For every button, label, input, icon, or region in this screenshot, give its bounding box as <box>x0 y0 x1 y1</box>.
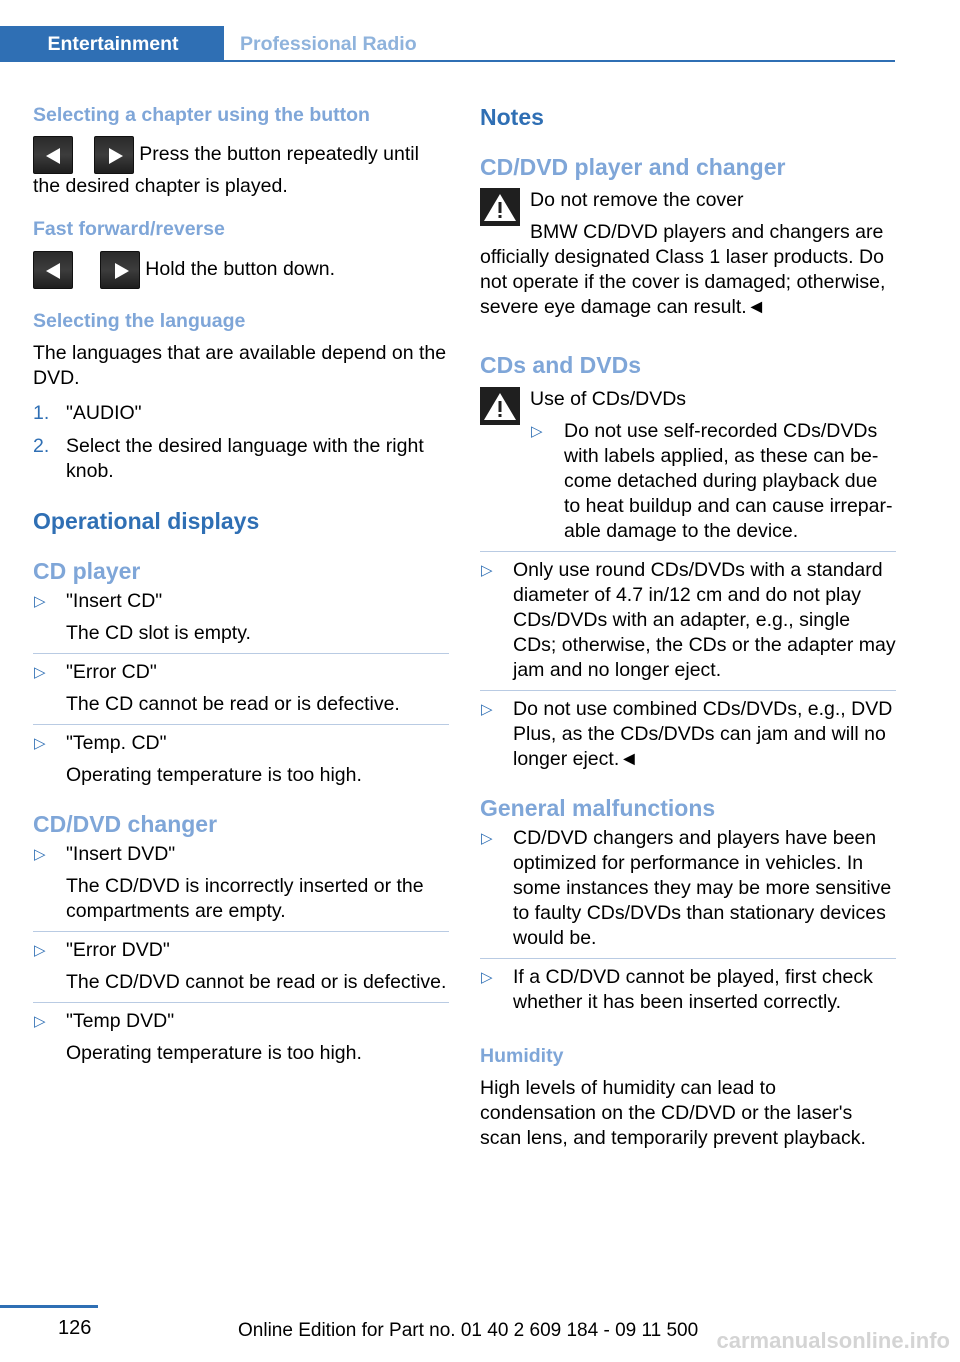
item-title: "Temp. CD" <box>66 732 167 754</box>
item-desc: The CD/DVD cannot be read or is defective. <box>66 971 447 993</box>
list-item <box>33 931 449 1002</box>
disc-list <box>480 551 896 779</box>
item-text: Only use round CDs/DVDs with a standard diameter of 4.7 in/12 cm and do not play CDs/DVDs with an adapter, e.g., single CDs; otherwise, the CDs or the adapter may jam and no longer eject. <box>513 559 896 681</box>
item-desc: Operating temperature is too high. <box>66 764 362 786</box>
item-title: "Error CD" <box>66 661 157 683</box>
triangle-bullet-icon: ▷ <box>481 969 493 986</box>
nested-item-text: Do not use self-recorded CDs/DVDs with labels applied, as these can become detached during playback due to heat buildup and can cause irreparable damage to the device. <box>564 420 893 542</box>
step-number: 2. <box>33 435 50 457</box>
edition-text: Online Edition for Part no. 01 40 2 609 184 - 09 11 500 <box>238 1320 699 1341</box>
warning-title: Do not remove the cover <box>530 189 744 211</box>
ff-heading: Fast forward/reverse <box>33 218 225 240</box>
triangle-bullet-icon: ▷ <box>34 664 46 681</box>
step-text: Select the desired language with the right knob. <box>66 435 424 482</box>
triangle-bullet-icon: ▷ <box>34 593 46 610</box>
warning-text: BMW CD/DVD players and changers are officially designated Class 1 laser products. Do not operate if the cover is damaged; otherwise, severe eye damage can result.◄ <box>480 221 886 318</box>
lang-steps <box>33 401 449 484</box>
item-desc: The CD slot is empty. <box>66 622 251 644</box>
triangle-bullet-icon: ▷ <box>481 701 493 718</box>
list-item <box>480 551 896 690</box>
changer-list <box>33 842 449 1073</box>
list-item <box>33 653 449 724</box>
ff-text: Hold the button down. <box>145 258 335 281</box>
malf-list <box>480 826 896 1022</box>
list-item <box>33 724 449 795</box>
op-heading: Operational displays <box>33 508 260 534</box>
changer-heading: CD/DVD changer <box>33 811 218 837</box>
lang-heading: Selecting the language <box>33 310 246 332</box>
item-desc: Operating temperature is too high. <box>66 1042 362 1064</box>
humidity-text: High levels of humidity can lead to condensation on the CD/DVD or the laser's scan lens, and temporarily prevent playback. <box>480 1077 866 1149</box>
header-tabs <box>0 26 895 62</box>
item-desc: The CD cannot be read or is defective. <box>66 693 400 715</box>
list-item <box>33 842 449 931</box>
warning-discs <box>480 387 896 551</box>
item-title: "Insert CD" <box>66 590 163 612</box>
notes-heading: Notes <box>480 104 544 130</box>
chapter-heading: Selecting a chapter using the button <box>33 104 370 126</box>
item-text: CD/DVD changers and players have been optimized for performance in vehicles. In some instances they may be more sensitive to faulty CDs/DVDs than stationary devices would be. <box>513 827 892 949</box>
prev-button-icon <box>33 136 73 174</box>
warning-triangle-icon <box>480 188 520 226</box>
step-number: 1. <box>33 402 50 424</box>
nested-list-item <box>480 419 896 551</box>
item-text: Do not use combined CDs/DVDs, e.g., DVD Plus, as the CDs/DVDs can jam and will no longer eject.◄ <box>513 698 893 770</box>
left-column <box>33 100 449 1073</box>
list-item <box>480 958 896 1022</box>
triangle-bullet-icon: ▷ <box>34 942 46 959</box>
fast-forward-button-icon <box>100 251 140 289</box>
right-column <box>480 100 896 1151</box>
lang-text: The languages that are available depend on the DVD. <box>33 342 447 389</box>
discs-heading: CDs and DVDs <box>480 352 642 378</box>
step-text: "AUDIO" <box>66 402 142 424</box>
cd-list <box>33 589 449 795</box>
triangle-bullet-icon: ▷ <box>481 562 493 579</box>
triangle-bullet-icon: ▷ <box>34 846 46 863</box>
chapter-text: Press the button repeatedly until the desired chapter is played. <box>33 143 419 197</box>
list-item <box>480 826 896 958</box>
list-item <box>33 434 449 484</box>
list-item <box>480 690 896 779</box>
list-item <box>33 401 449 434</box>
page-number: 126 <box>58 1317 92 1339</box>
item-title: "Temp DVD" <box>66 1010 175 1032</box>
tab-entertainment[interactable] <box>0 26 224 62</box>
item-desc: The CD/DVD is incorrectly inserted or the compartments are empty. <box>66 875 424 922</box>
watermark: carmanualsonline.info <box>716 1328 950 1353</box>
chapter-paragraph <box>33 136 449 199</box>
warning-cover <box>480 188 896 320</box>
triangle-bullet-icon: ▷ <box>481 830 493 847</box>
footer-rule <box>0 1305 98 1308</box>
item-text: If a CD/DVD cannot be played, first check whether it has been inserted correctly. <box>513 966 873 1013</box>
triangle-bullet-icon: ▷ <box>34 1013 46 1030</box>
tab-professional-radio[interactable]: Professional Radio <box>240 32 417 55</box>
rewind-button-icon <box>33 251 73 289</box>
cd-heading: CD player <box>33 558 141 584</box>
triangle-bullet-icon: ▷ <box>531 423 543 440</box>
list-item <box>33 589 449 653</box>
player-heading: CD/DVD player and changer <box>480 154 786 180</box>
warning-title: Use of CDs/DVDs <box>530 388 687 410</box>
triangle-bullet-icon: ▷ <box>34 735 46 752</box>
list-item <box>33 1002 449 1073</box>
humidity-heading: Humidity <box>480 1045 564 1067</box>
tab-entertainment-label: Entertainment <box>47 32 179 55</box>
item-title: "Error DVD" <box>66 939 170 961</box>
ff-paragraph <box>33 251 449 289</box>
item-title: "Insert DVD" <box>66 843 176 865</box>
next-button-icon <box>94 136 134 174</box>
malf-heading: General malfunctions <box>480 795 716 821</box>
